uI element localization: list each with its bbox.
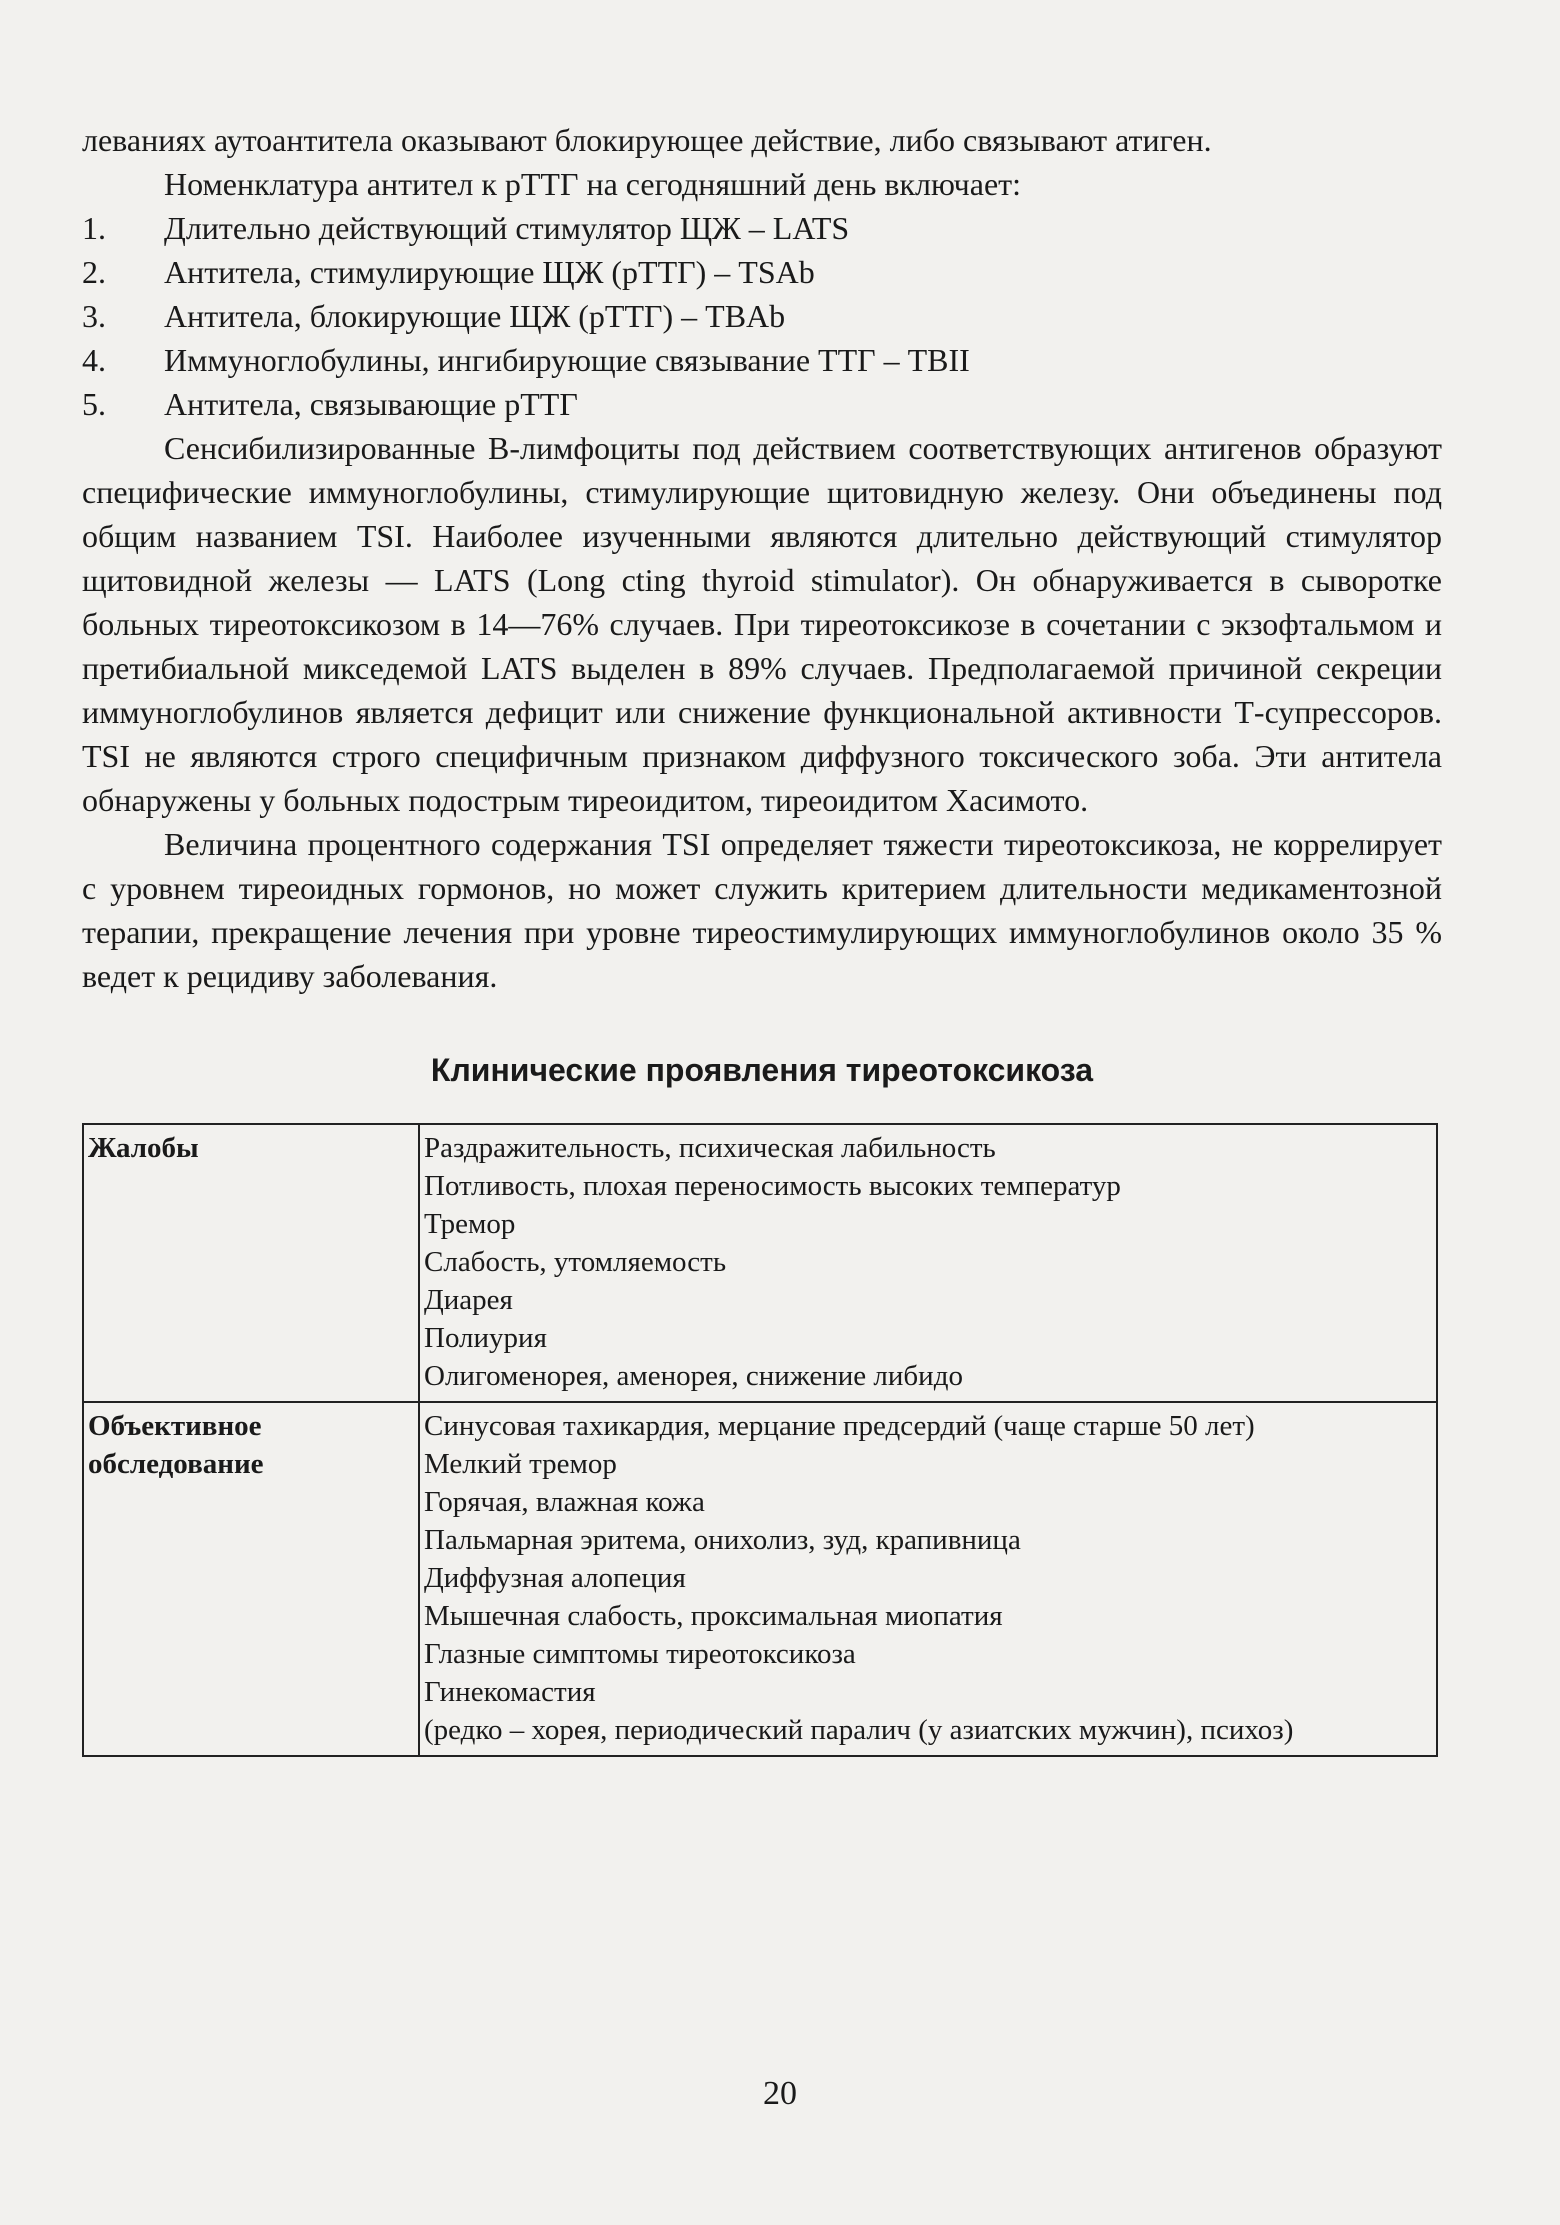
list-item-number: 2.	[82, 254, 106, 290]
table-item: Гинекомастия	[424, 1676, 596, 1708]
table-item: Потливость, плохая переносимость высоких температур	[424, 1170, 1121, 1202]
list-item-text: Длительно действующий стимулятор ЩЖ – LATS	[164, 210, 850, 246]
table-row	[83, 1124, 1437, 1402]
list-item-text: Иммуноглобулины, ингибирующие связывание ТТГ – TBII	[164, 342, 970, 378]
table-item: Раздражительность, психическая лабильность	[424, 1132, 996, 1164]
table-item: Горячая, влажная кожа	[424, 1486, 705, 1518]
table-item: Мелкий тремор	[424, 1448, 617, 1480]
table-item: Диарея	[424, 1284, 513, 1316]
table-item: Тремор	[424, 1208, 516, 1240]
list-item	[82, 250, 1442, 294]
table-item: Мышечная слабость, проксимальная миопатия	[424, 1600, 1003, 1632]
table-title: Клинические проявления тиреотоксикоза	[430, 1052, 1094, 1088]
list-item	[82, 338, 1442, 382]
list-item-number: 4.	[82, 342, 106, 378]
table-item: Слабость, утомляемость	[424, 1246, 727, 1278]
list-item-text: Антитела, блокирующие ЩЖ (рТТГ) – TBAb	[164, 298, 786, 334]
paragraph-tsi: Сенсибилизированные В-лимфоциты под действием соответствующих антигенов образуют специфические иммуноглобулины, стимулирующие щитовидную железу. Они объединены под общим названием TSI. Наиболее изученными являются длительно действующий стимулятор щитовидной железы — LATS (Long cting thyroid stimulator). Он обнаруживается в сыворотке больных тиреотоксикозом в 14—76% случаев. При тиреотоксикозе в сочетании с экзофтальмом и претибиальной микседемой LATS выделен в 89% случаев. Предполагаемой причиной секреции иммуноглобулинов является дефицит или снижение функциональной активности Т-супрессоров. TSI не являются строго специфичным признаком диффузного токсического зоба. Эти антитела обнаружены у больных подострым тиреоидитом, тиреоидитом Хасимото.	[82, 430, 1442, 818]
table-item: Пальмарная эритема, онихолиз, зуд, крапивница	[424, 1524, 1021, 1556]
nomenclature-intro: Номенклатура антител к рТТГ на сегодняшний день включает:	[164, 166, 1022, 202]
table-row	[83, 1402, 1437, 1756]
table-items-cell	[419, 1124, 1437, 1402]
table-item: Глазные симптомы тиреотоксикоза	[424, 1638, 856, 1670]
list-item	[82, 206, 1442, 250]
table-category-cell: Жалобы	[83, 1124, 419, 1402]
list-item-number: 3.	[82, 298, 106, 334]
table-item: Диффузная алопеция	[424, 1562, 686, 1594]
list-item	[82, 382, 1442, 426]
list-item-number: 1.	[82, 210, 106, 246]
page-number: 20	[763, 2075, 797, 2112]
clinical-table	[82, 1123, 1438, 1757]
table-item: (редко – хорея, периодический паралич (у азиатских мужчин), психоз)	[424, 1714, 1294, 1746]
page-body	[82, 118, 1442, 1757]
intro-paragraph: леваниях аутоантитела оказывают блокирующее действие, либо связывают атиген.	[82, 122, 1212, 158]
list-item	[82, 294, 1442, 338]
table-item: Синусовая тахикардия, мерцание предсердий (чаще старше 50 лет)	[424, 1410, 1255, 1442]
table-item: Полиурия	[424, 1322, 547, 1354]
list-item-text: Антитела, стимулирующие ЩЖ (рТТГ) – TSAb	[164, 254, 815, 290]
table-items-cell	[419, 1402, 1437, 1756]
table-item: Олигоменорея, аменорея, снижение либидо	[424, 1360, 963, 1392]
nomenclature-list	[82, 206, 1442, 426]
table-category-cell: Объективное обследование	[83, 1402, 419, 1756]
paragraph-severity: Величина процентного содержания TSI определяет тяжести тиреотоксикоза, не коррелирует с уровнем тиреоидных гормонов, но может служить критерием длительности медикаментозной терапии, прекращение лечения при уровне тиреостимулирующих иммуноглобулинов около 35 % ведет к рецидиву заболевания.	[82, 826, 1442, 994]
list-item-text: Антитела, связывающие рТТГ	[164, 386, 578, 422]
list-item-number: 5.	[82, 386, 106, 422]
